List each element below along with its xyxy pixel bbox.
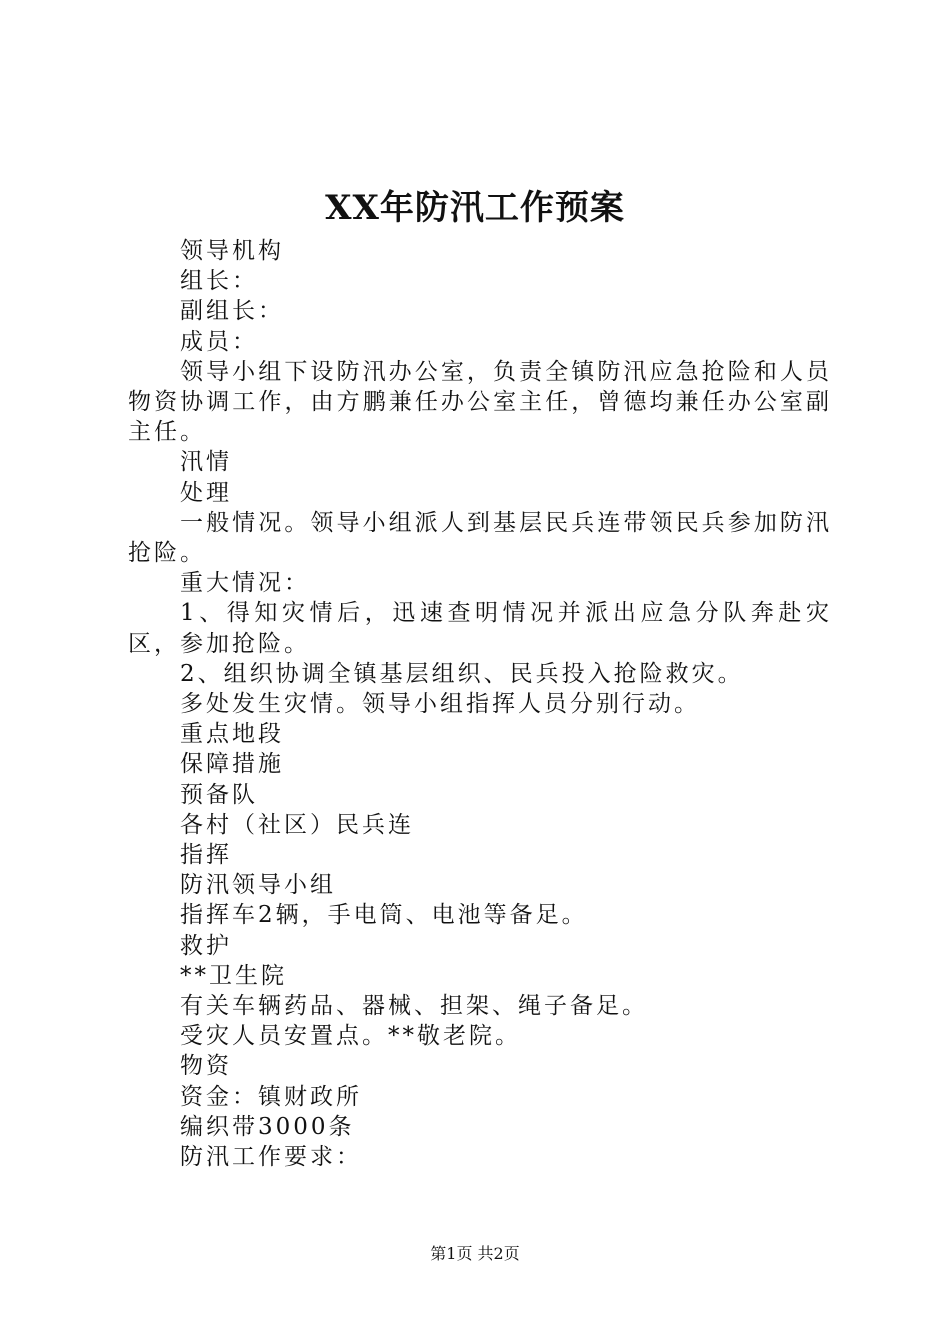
paragraph: 防汛领导小组 xyxy=(180,872,336,899)
document-title: XX年防汛工作预案 xyxy=(325,188,625,228)
paragraph: 领导机构 xyxy=(180,238,284,264)
paragraph: 组长： xyxy=(180,268,258,295)
paragraph: 物资 xyxy=(180,1053,232,1080)
paragraph: 领导小组下设防汛办公室，负责全镇防汛应急抢险和人员物资协调工作，由方鹏兼任办公室主任，曾德均兼任办公室副主任。 xyxy=(128,358,832,446)
paragraph: 受灾人员安置点。**敬老院。 xyxy=(180,1023,521,1050)
paragraph: 指挥车2辆，手电筒、电池等备足。 xyxy=(180,902,588,929)
paragraph: 预备队 xyxy=(180,781,258,808)
paragraph: 处理 xyxy=(180,479,232,506)
paragraph: 保障措施 xyxy=(180,751,284,778)
paragraph: 救护 xyxy=(180,932,232,959)
paragraph: 各村（社区）民兵连 xyxy=(180,811,414,838)
document-body xyxy=(128,236,832,1172)
paragraph: 编织带3000条 xyxy=(180,1113,355,1140)
paragraph: 一般情况。领导小组派人到基层民兵连带领民兵参加防汛抢险。 xyxy=(128,509,832,567)
paragraph: 多处发生灾情。领导小组指挥人员分别行动。 xyxy=(180,691,700,718)
page-footer: 第1页 共2页 xyxy=(430,1244,520,1263)
paragraph: 2、组织协调全镇基层组织、民兵投入抢险救灾。 xyxy=(180,660,744,687)
paragraph: 重大情况： xyxy=(180,570,310,597)
paragraph: 防汛工作要求： xyxy=(180,1144,362,1171)
paragraph: 成员： xyxy=(180,328,258,355)
paragraph: 重点地段 xyxy=(180,721,284,748)
paragraph: 1、得知灾情后，迅速查明情况并派出应急分队奔赴灾区，参加抢险。 xyxy=(128,600,832,657)
paragraph: 汛情 xyxy=(180,449,232,476)
paragraph: 指挥 xyxy=(180,842,232,869)
paragraph: **卫生院 xyxy=(180,962,287,989)
paragraph: 有关车辆药品、器械、担架、绳子备足。 xyxy=(180,993,648,1020)
paragraph: 副组长： xyxy=(180,298,284,325)
paragraph: 资金：镇财政所 xyxy=(180,1083,362,1110)
